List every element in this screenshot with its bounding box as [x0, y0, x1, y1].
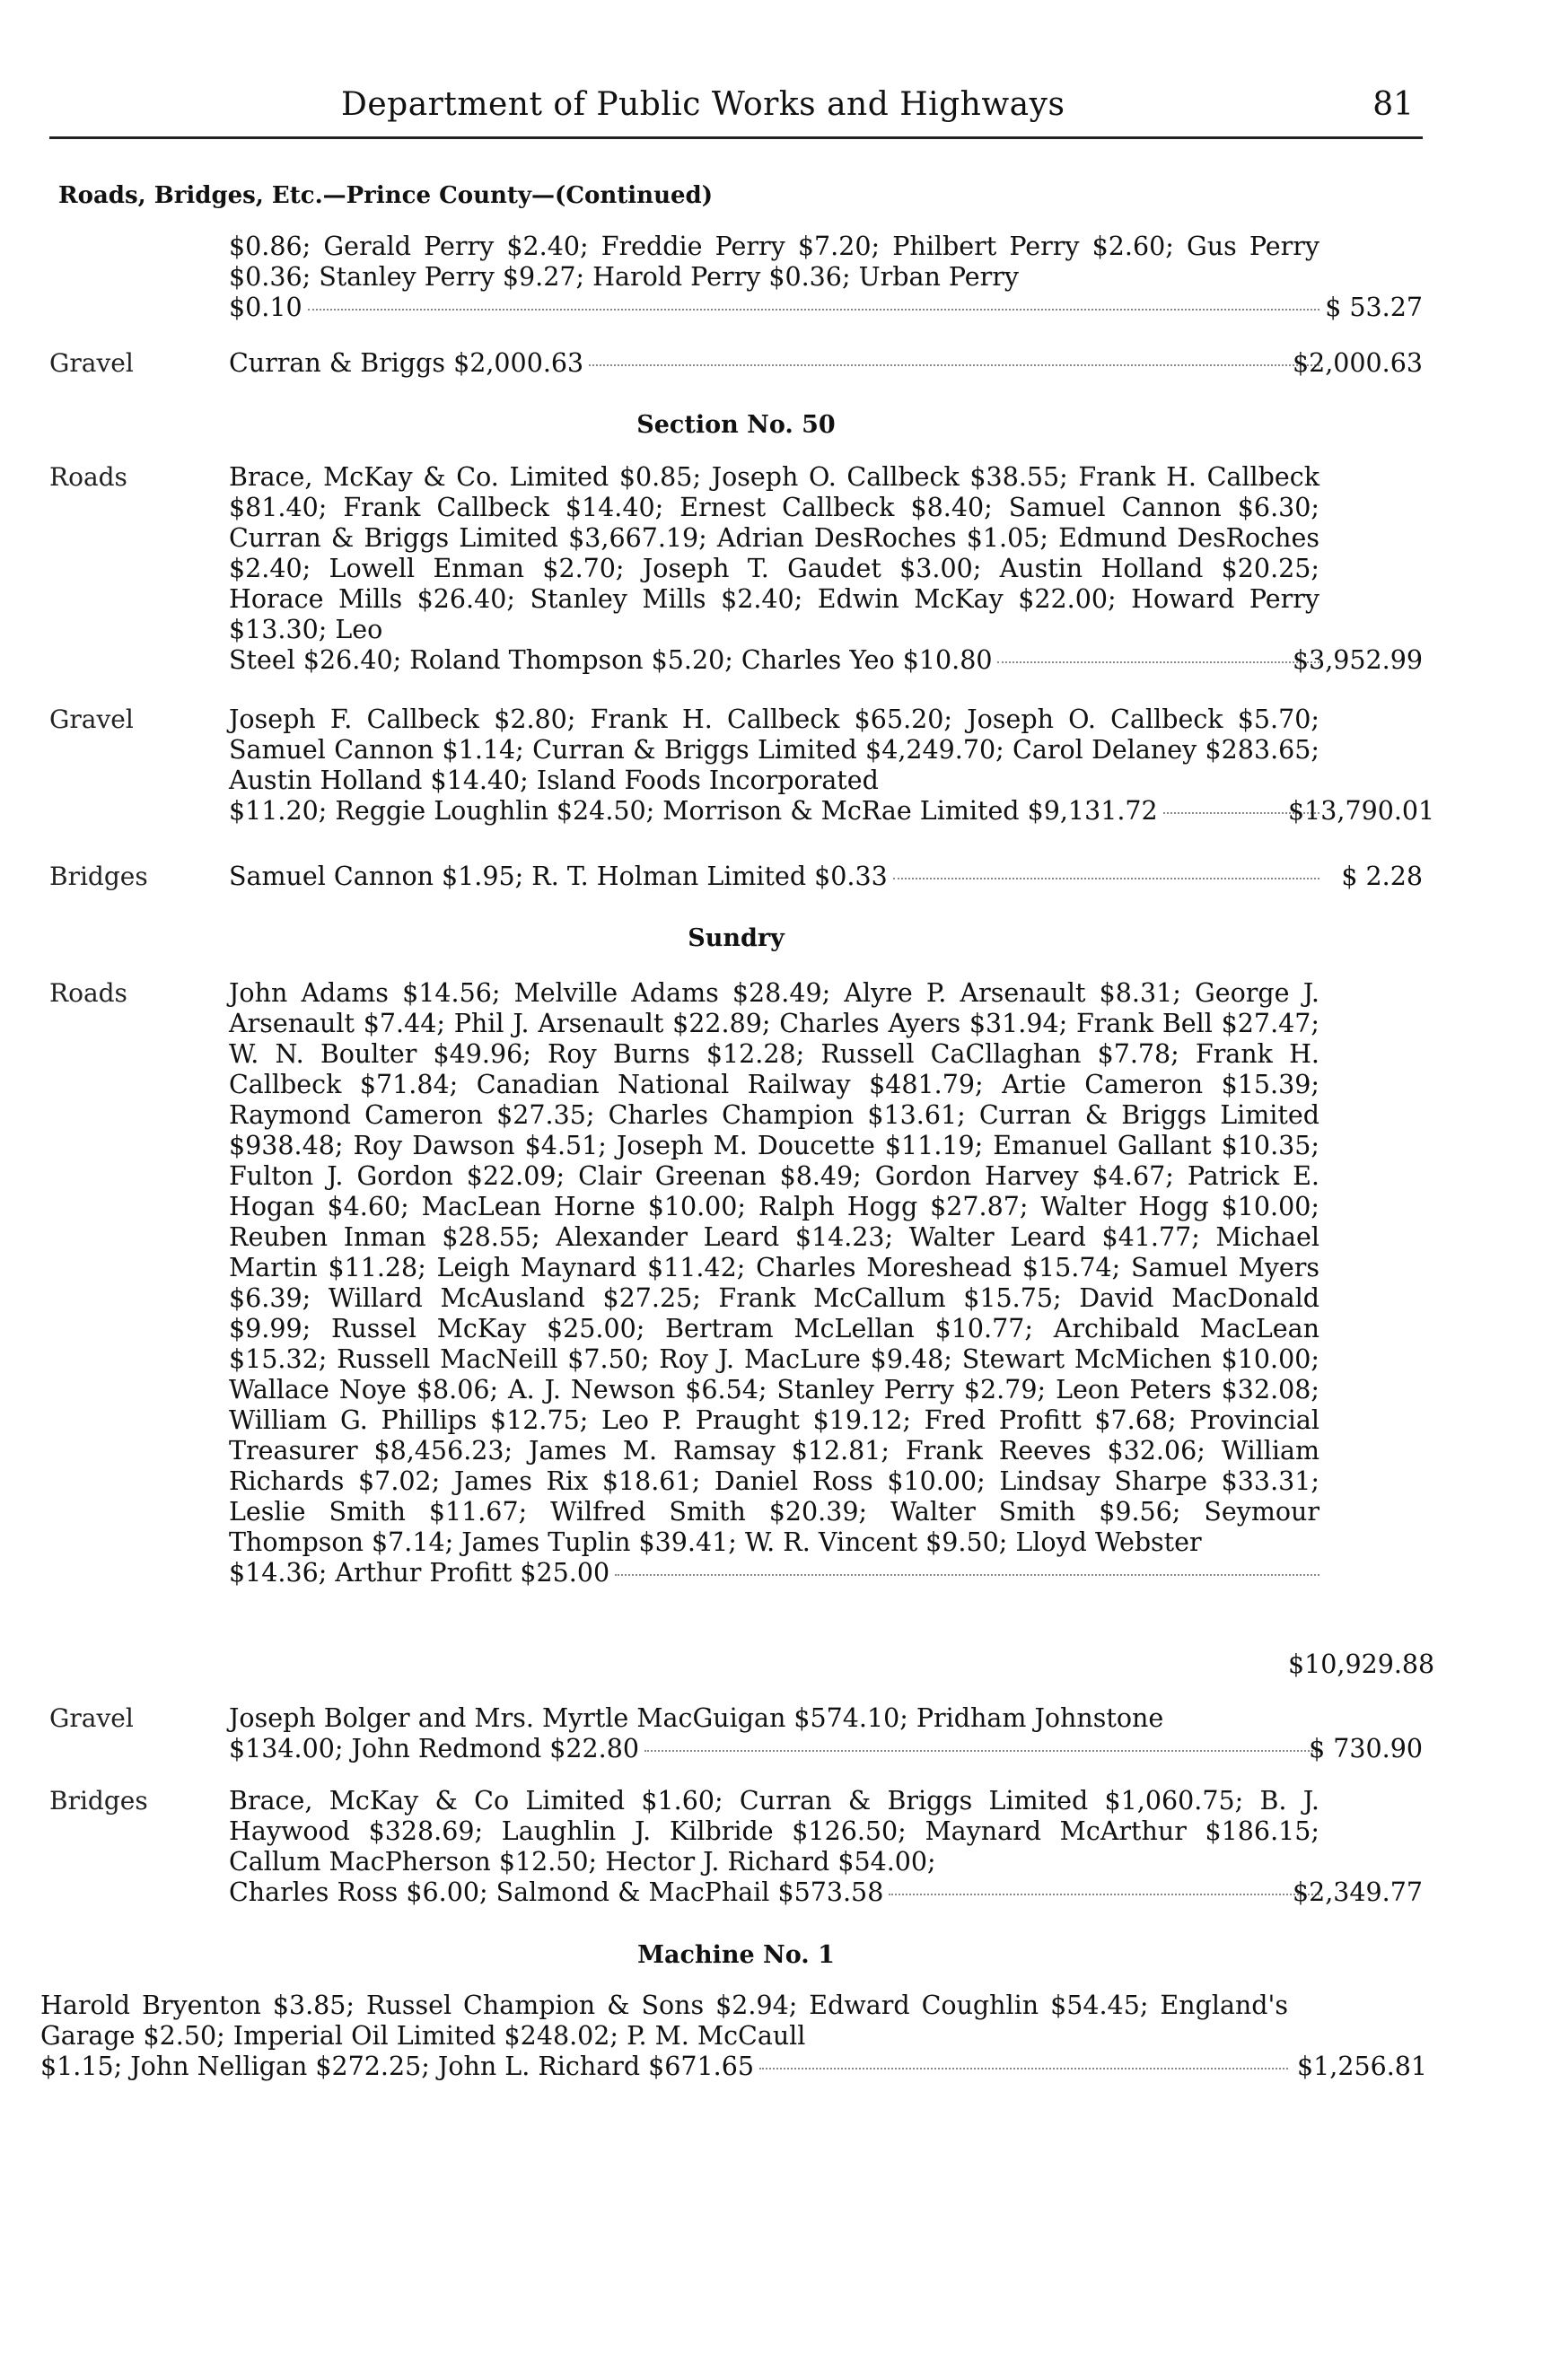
entry-text [229, 462, 1319, 676]
entry-label: Bridges [49, 862, 148, 891]
leader-dots [889, 1894, 1319, 1895]
section-heading: Sundry [688, 924, 785, 952]
entry-amount: $1,256.81 [1297, 2052, 1428, 2081]
entry-amount: $ 53.27 [1325, 293, 1423, 322]
entry-text [229, 978, 1319, 1588]
leader-dots [644, 1750, 1319, 1752]
entry-last-text: Samuel Cannon $1.95; R. T. Holman Limited $0.33 [229, 862, 888, 891]
entry-body: John Adams $14.56; Melville Adams $28.49; Alyre P. Arsenault $8.31; George J. Arsenault $7.44; Phil J. Arsenault $22.89; Charles Ayers $31.94; Frank Bell $27.47; W. N. Boulter $49.96; Roy Burns $12.28; Russell CaCllaghan $7.78; Frank H. Callbeck $71.84; Canadian National Railway $481.79; Artie Cameron $15.39; Raymond Cameron $27.35; Charles Champion $13.61; Curran & Briggs Limited $938.48; Roy Dawson $4.51; Joseph M. Doucette $11.19; Emanuel Gallant $10.35; Fulton J. Gordon $22.09; Clair Greenan $8.49; Gordon Harvey $4.67; Patrick E. Hogan $4.60; MacLean Horne $10.00; Ralph Hogg $27.87; Walter Hogg $10.00; Reuben Inman $28.55; Alexander Leard $14.23; Walter Leard $41.77; Michael Martin $11.28; Leigh Maynard $11.42; Charles Moreshead $15.74; Samuel Myers $6.39; Willard McAusland $27.25; Frank McCallum $15.75; David MacDonald $9.99; Russel McKay $25.00; Bertram McLellan $10.77; Archibald MacLean $15.32; Russell MacNeill $7.50; Roy J. MacLure $9.48; Stewart McMichen $10.00; Wallace Noye $8.06; A. J. Newson $6.54; Stanley Perry $2.79; Leon Peters $32.08; William G. Phillips $12.75; Leo P. Praught $19.12; Fred Profitt $7.68; Provincial Treasurer $8,456.23; James M. Ramsay $12.81; Frank Reeves $32.06; William Richards $7.02; James Rix $18.61; Daniel Ross $10.00; Lindsay Sharpe $33.31; Leslie Smith $11.67; Wilfred Smith $20.39; Walter Smith $9.56; Seymour Thompson $7.14; James Tuplin $39.41; W. R. Vincent $9.50; Lloyd Webster [229, 978, 1319, 1557]
entry-text [40, 1991, 1288, 2082]
entry-label: Roads [49, 978, 127, 1008]
entry-last-line [229, 645, 1319, 676]
entry-text [229, 862, 1319, 892]
entry-last-text: Curran & Briggs $2,000.63 [229, 348, 584, 378]
entry-amount: $2,000.63 [1292, 348, 1423, 378]
entry-text [229, 348, 1319, 379]
entry-last-line [40, 2052, 1288, 2082]
leader-dots [615, 1574, 1319, 1576]
entry-last-line [229, 293, 1319, 323]
entry-last-line [229, 862, 1319, 892]
entry-perry [49, 232, 1423, 330]
entry-section50-roads [49, 462, 1423, 687]
entry-last-text: $1.15; John Nelligan $272.25; John L. Richard $671.65 [40, 2052, 754, 2081]
entry-section50-gravel [49, 704, 1435, 839]
entry-text [229, 704, 1319, 827]
entry-last-line [229, 796, 1319, 827]
entry-last-line [229, 1877, 1319, 1908]
entry-amount: $13,790.01 [1288, 796, 1435, 826]
entry-label: Gravel [49, 1703, 134, 1733]
entry-sundry-bridges [49, 1786, 1423, 1921]
entry-last-line [229, 1558, 1319, 1588]
leader-dots [997, 661, 1319, 663]
entry-last-line [229, 348, 1319, 379]
entry-last-text: Charles Ross $6.00; Salmond & MacPhail $573.58 [229, 1877, 884, 1907]
entry-label: Bridges [49, 1786, 148, 1816]
entry-body: $0.86; Gerald Perry $2.40; Freddie Perry $7.20; Philbert Perry $2.60; Gus Perry $0.36; Stanley Perry $9.27; Harold Perry $0.36; Urban Perry [229, 232, 1319, 292]
entry-body: Joseph F. Callbeck $2.80; Frank H. Callbeck $65.20; Joseph O. Callbeck $5.70; Samuel Cannon $1.14; Curran & Briggs Limited $4,249.70; Carol Delaney $283.65; Austin Holland $14.40; Island Foods Incorporated [229, 704, 1319, 795]
entry-body: Harold Bryenton $3.85; Russel Champion & Sons $2.94; Edward Coughlin $54.45; England's Garage $2.50; Imperial Oil Limited $248.02; P. M. McCaull [40, 1991, 1288, 2051]
entry-text [229, 1703, 1319, 1764]
section-heading: Machine No. 1 [637, 1941, 835, 1969]
leader-dots [893, 878, 1319, 879]
entry-machine-1 [40, 1991, 1428, 2089]
entry-label: Roads [49, 462, 127, 492]
entry-label: Gravel [49, 348, 134, 378]
entry-text [229, 232, 1319, 323]
page-title: Department of Public Works and Highways [341, 86, 1065, 123]
entry-amount: $ 730.90 [1309, 1734, 1423, 1763]
entry-amount: $2,349.77 [1292, 1877, 1423, 1907]
section-heading: Section No. 50 [636, 411, 836, 439]
entry-body: Brace, McKay & Co Limited $1.60; Curran & Briggs Limited $1,060.75; B. J. Haywood $328.69; Laughlin J. Kilbride $126.50; Maynard McArthur $186.15; Callum MacPherson $12.50; Hector J. Richard $54.00; [229, 1786, 1319, 1877]
leader-dots [589, 364, 1319, 366]
entry-amount: $10,929.88 [1288, 1649, 1435, 1679]
entry-sundry-gravel [49, 1703, 1423, 1775]
entry-last-line [229, 1734, 1319, 1764]
entry-gravel-curran [49, 348, 1423, 384]
entry-section50-bridges [49, 862, 1423, 897]
continued-heading: Roads, Bridges, Etc.—Prince County—(Continued) [58, 182, 713, 209]
entry-last-text: Steel $26.40; Roland Thompson $5.20; Charles Yeo $10.80 [229, 645, 993, 675]
entry-last-text: $134.00; John Redmond $22.80 [229, 1734, 640, 1763]
entry-label: Gravel [49, 704, 134, 734]
leader-dots [308, 309, 1319, 311]
entry-sundry-roads [49, 978, 1435, 1687]
entry-amount: $3,952.99 [1292, 645, 1423, 675]
entry-last-text: $0.10 [229, 293, 302, 322]
leader-dots [759, 2068, 1288, 2069]
page-header [49, 83, 1423, 139]
entry-last-text: $11.20; Reggie Loughlin $24.50; Morrison & McRae Limited $9,131.72 [229, 796, 1158, 826]
entry-last-text: $14.36; Arthur Profitt $25.00 [229, 1558, 610, 1588]
page-number: 81 [1372, 86, 1414, 123]
entry-body: Brace, McKay & Co. Limited $0.85; Joseph O. Callbeck $38.55; Frank H. Callbeck $81.40; Frank Callbeck $14.40; Ernest Callbeck $8.40; Samuel Cannon $6.30; Curran & Briggs Limited $3,667.19; Adrian DesRoches $1.05; Edmund DesRoches $2.40; Lowell Enman $2.70; Joseph T. Gaudet $3.00; Austin Holland $20.25; Horace Mills $26.40; Stanley Mills $2.40; Edwin McKay $22.00; Howard Perry $13.30; Leo [229, 462, 1319, 644]
entry-amount: $ 2.28 [1341, 862, 1423, 891]
entry-text [229, 1786, 1319, 1908]
entry-body: Joseph Bolger and Mrs. Myrtle MacGuigan $574.10; Pridham Johnstone [229, 1703, 1164, 1733]
